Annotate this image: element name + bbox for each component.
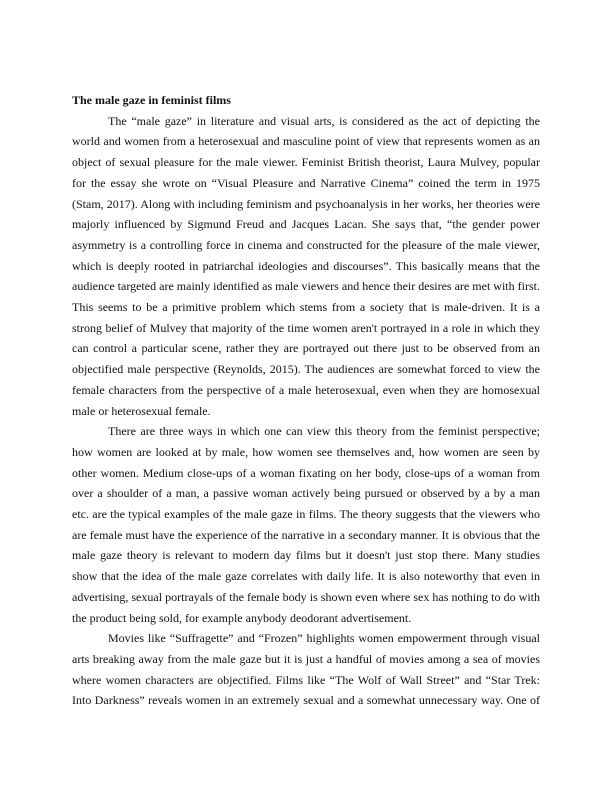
text-line: world and women from a heterosexual and masculine point of view that represents women as an [72,134,540,149]
text-line: female characters from the perspective of a male heterosexual, even when they are homosexual [72,382,540,397]
paragraph [72,628,540,711]
text-line: how women are looked at by male, how women see themselves and, how women are seen by [72,444,540,459]
text-line: are female must have the experience of the narrative in a secondary manner. It is obvious that the [72,527,540,542]
text-line: etc. are the typical examples of the male gaze in films. The theory suggests that the viewers who [72,507,540,522]
text-line: over a shoulder of a man, a passive woman actively being pursued or observed by a by a man [72,486,540,501]
text-line: which is deeply rooted in patriarchal ideologies and discourses”. This basically means that the [72,258,540,273]
text-line: There are three ways in which one can view this theory from the feminist perspective; [108,424,540,439]
text-line: the product being sold, for example anybody deodorant advertisement. [72,610,412,625]
text-line: Movies like “Suffragette” and “Frozen” highlights women empowerment through visual [108,631,540,646]
paragraph [72,111,540,422]
text-line: The “male gaze” in literature and visual arts, is considered as the act of depicting the [108,113,540,128]
text-line: can control a particular scene, rather they are portrayed out there just to be observed from an [72,341,540,356]
text-line: Into Darkness” reveals women in an extremely sexual and a somewhat unnecessary way. One of [72,693,540,708]
text-line: (Stam, 2017). Along with including feminism and psychoanalysis in her works, her theories were [72,196,540,211]
text-line: arts breaking away from the male gaze but it is just a handful of movies among a sea of movies [72,651,540,666]
text-line: male or heterosexual female. [72,403,211,418]
document-page [72,90,540,711]
text-line: asymmetry is a controlling force in cinema and constructed for the pleasure of the male viewer, [72,237,540,252]
text-line: show that the idea of the male gaze correlates with daily life. It is also noteworthy that even in [72,569,540,584]
text-line: advertising, sexual portrayals of the female body is shown even where sex has nothing to do with [72,589,540,604]
text-line: This seems to be a primitive problem which stems from a society that is male-driven. It is a [72,300,540,315]
document-body [72,111,540,711]
paragraph [72,421,540,628]
text-line: objectified male perspective (Reynolds, 2015). The audiences are somewhat forced to view the [72,362,540,377]
text-line: audience targeted are mainly identified as male viewers and hence their desires are met with first. [72,279,540,294]
text-line: where women characters are objectified. Films like “The Wolf of Wall Street” and “Star Trek: [72,672,540,687]
section-heading: The male gaze in feminist films [72,93,231,107]
text-line: object of sexual pleasure for the male viewer. Feminist British theorist, Laura Mulvey, popular [72,155,540,170]
text-line: strong belief of Mulvey that majority of the time women aren't portrayed in a role in which they [72,320,540,335]
text-line: male gaze theory is relevant to modern day films but it doesn't just stop there. Many studies [72,548,540,563]
text-line: majorly influenced by Sigmund Freud and Jacques Lacan. She says that, “the gender power [72,217,540,232]
text-line: other women. Medium close-ups of a woman fixating on her body, close-ups of a woman from [72,465,540,480]
text-line: for the essay she wrote on “Visual Pleasure and Narrative Cinema” coined the term in 1975 [72,175,540,190]
